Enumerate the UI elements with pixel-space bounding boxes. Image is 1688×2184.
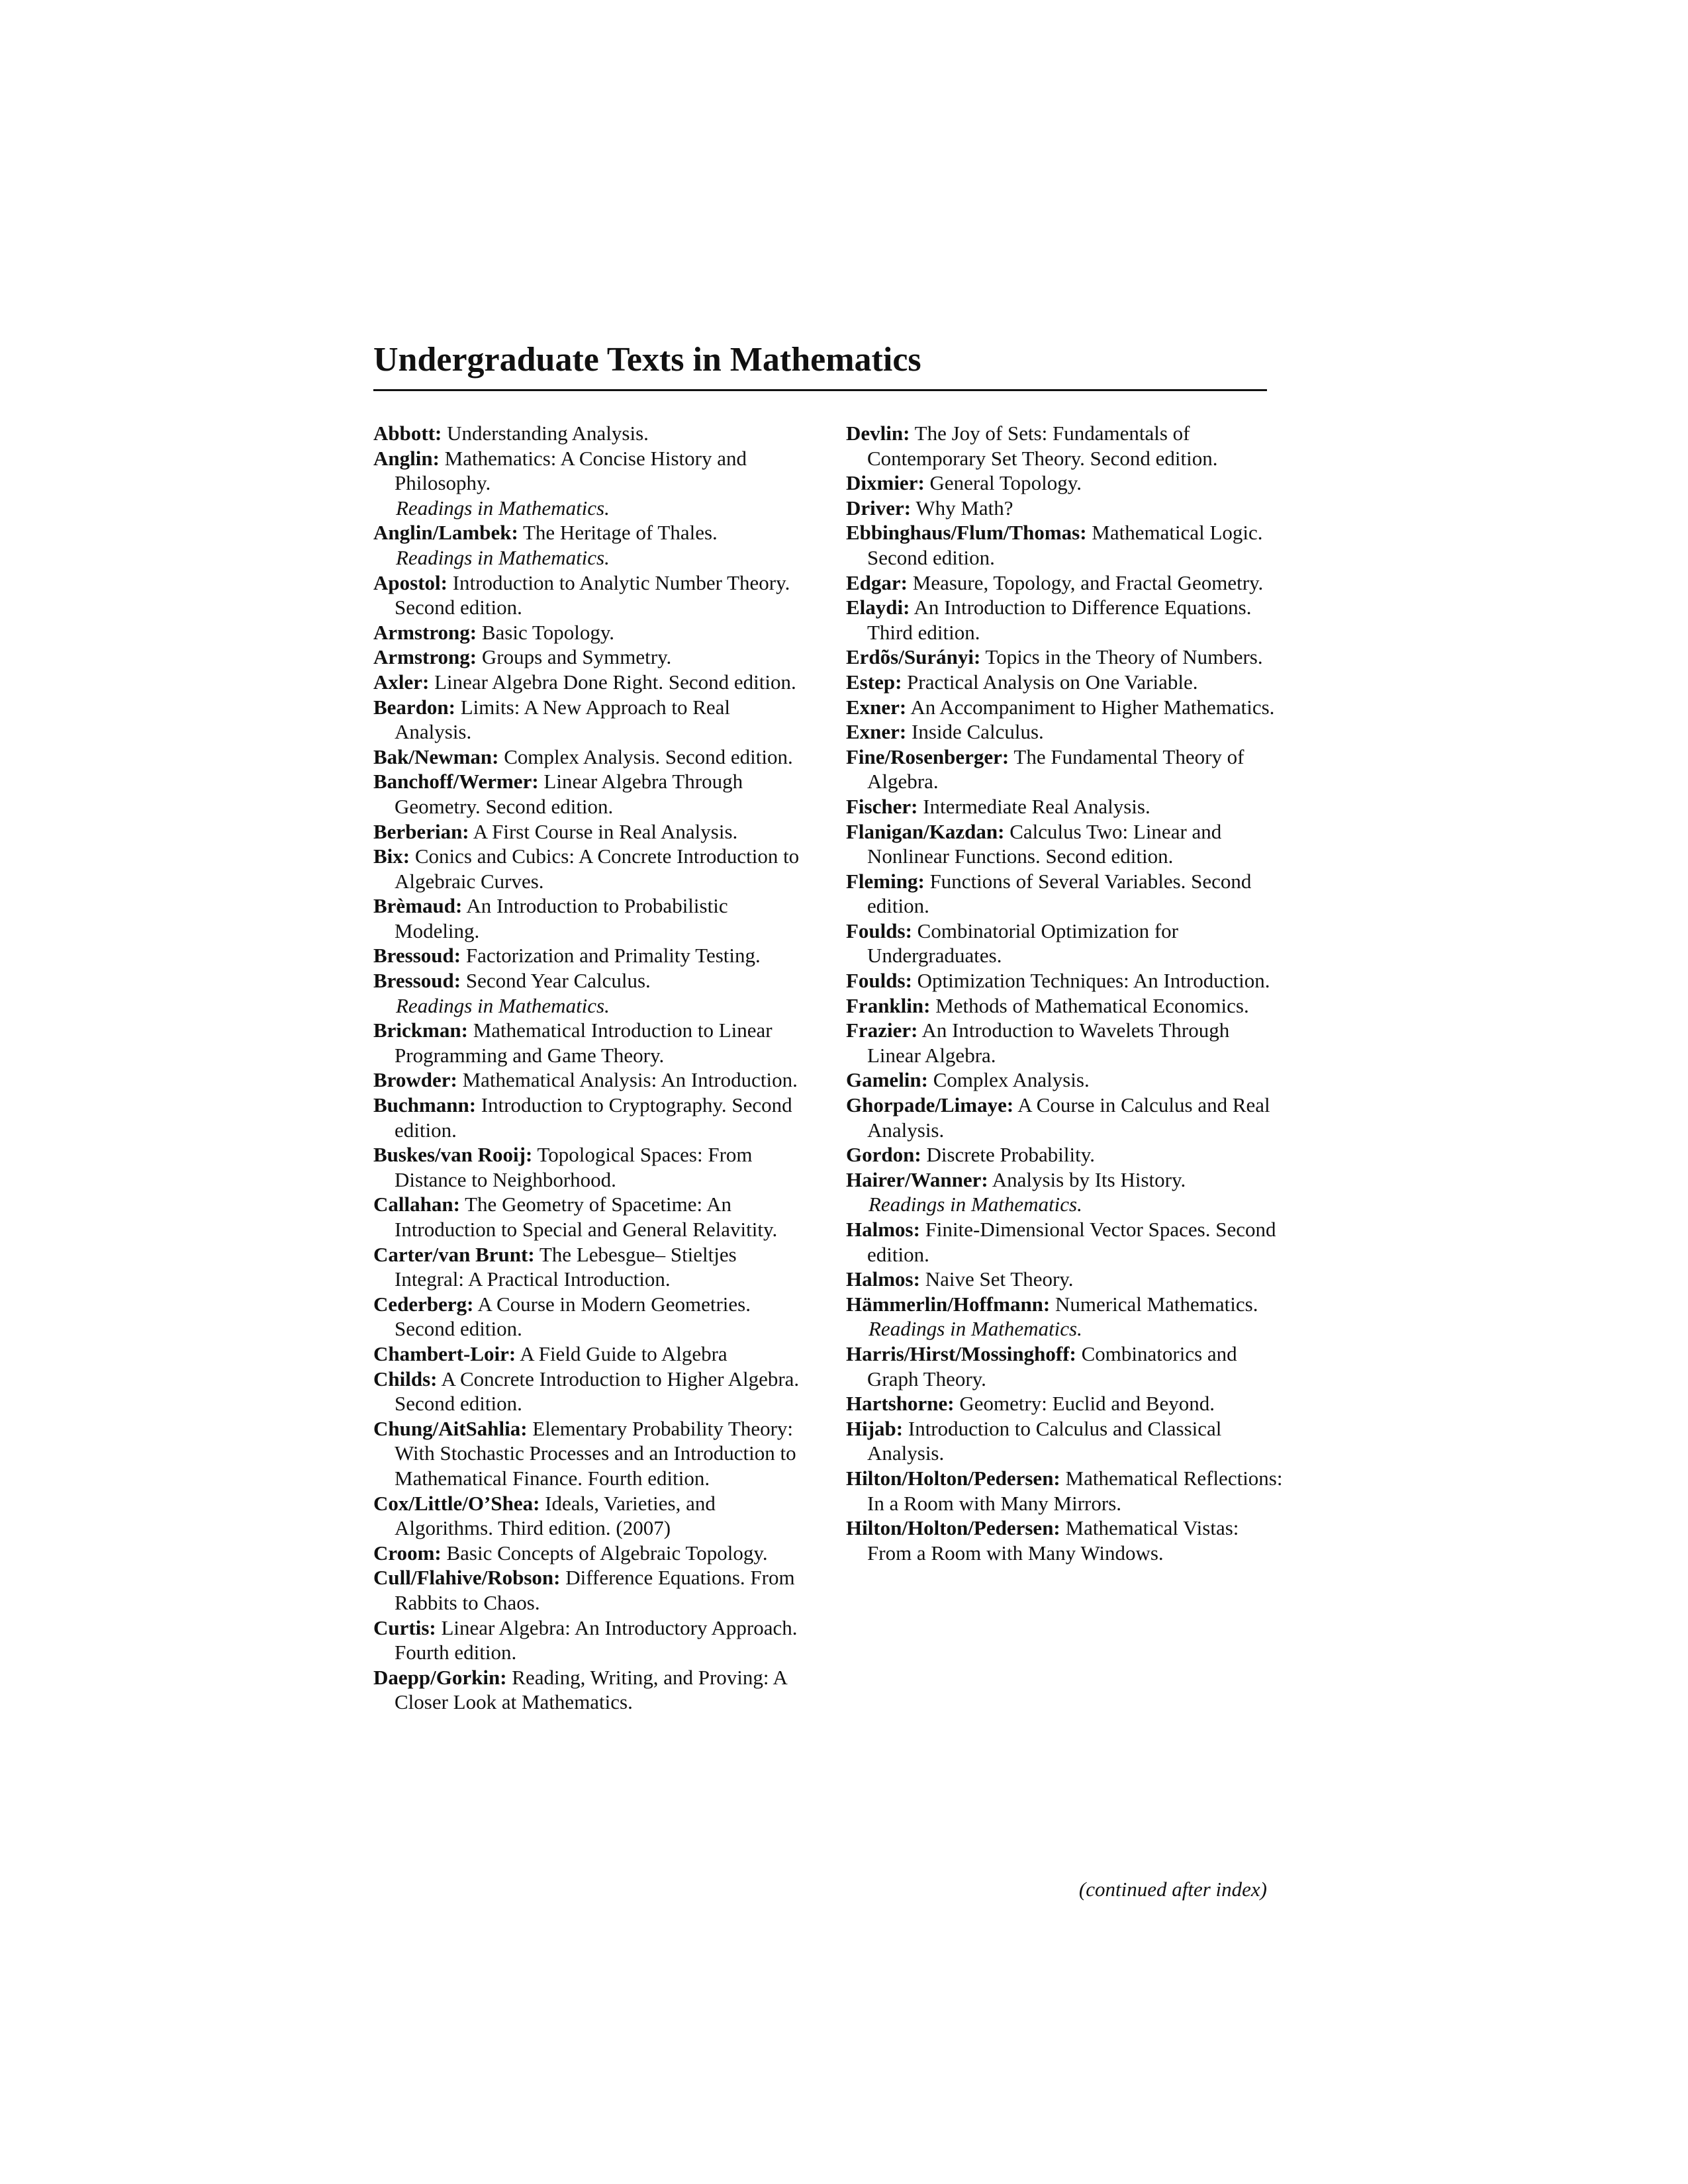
book-entry — [846, 1292, 1283, 1317]
book-title: Basic Concepts of Algebraic Topology. — [446, 1541, 768, 1565]
book-author: Brèmaud: — [373, 894, 463, 918]
book-entry — [846, 719, 1283, 745]
book-title: Functions of Several Variables. Second edition. — [867, 869, 1252, 918]
book-entry — [373, 520, 810, 545]
book-title: General Topology. — [929, 471, 1082, 495]
book-entry — [373, 745, 810, 770]
book-title: Practical Analysis on One Variable. — [907, 670, 1198, 694]
book-entry — [846, 1068, 1283, 1093]
book-entry — [846, 794, 1283, 819]
book-author: Chung/AitSahlia: — [373, 1416, 528, 1440]
book-entry — [846, 645, 1283, 670]
book-author: Hijab: — [846, 1416, 904, 1440]
book-title: Elementary Probability Theory: With Stochastic Processes and an Introduction to Mathematical Finance. Fourth edition. — [395, 1416, 796, 1490]
book-author: Hairer/Wanner: — [846, 1167, 988, 1191]
book-author: Cox/Little/O’Shea: — [373, 1491, 540, 1515]
book-author: Berberian: — [373, 819, 469, 843]
book-author: Halmos: — [846, 1267, 920, 1291]
book-title: Groups and Symmetry. — [481, 645, 672, 669]
book-entry — [373, 570, 810, 620]
book-author: Harris/Hirst/Mossinghoff: — [846, 1342, 1076, 1365]
book-author: Cederberg: — [373, 1292, 474, 1316]
book-author: Carter/van Brunt: — [373, 1242, 535, 1266]
book-title: A Field Guide to Algebra — [520, 1342, 727, 1365]
book-author: Curtis: — [373, 1615, 436, 1639]
book-author: Anglin: — [373, 446, 440, 470]
book-entry — [846, 919, 1283, 968]
book-title: The Lebesgue– Stieltjes Integral: A Practical Introduction. — [395, 1242, 737, 1291]
book-entry — [373, 943, 810, 968]
book-entry — [373, 1565, 810, 1615]
book-entry — [373, 695, 810, 745]
book-entry — [846, 1093, 1283, 1142]
title-rule — [373, 389, 1267, 391]
book-author: Frazier: — [846, 1019, 918, 1042]
book-author: Browder: — [373, 1068, 457, 1092]
book-entry — [373, 893, 810, 943]
book-author: Hartshorne: — [846, 1392, 955, 1416]
book-author: Fischer: — [846, 794, 918, 818]
book-title: Topological Spaces: From Distance to Neighborhood. — [395, 1143, 753, 1191]
book-author: Brickman: — [373, 1019, 468, 1042]
book-title: Naive Set Theory. — [925, 1267, 1074, 1291]
book-entry — [373, 670, 810, 695]
book-entry — [846, 1466, 1283, 1516]
book-author: Fine/Rosenberger: — [846, 745, 1009, 768]
book-entry — [373, 1615, 810, 1665]
book-author: Buskes/van Rooij: — [373, 1143, 533, 1167]
book-title: Mathematical Introduction to Linear Programming and Game Theory. — [395, 1019, 773, 1067]
series-note: Readings in Mathematics. — [868, 1193, 1082, 1216]
book-author: Hilton/Holton/Pedersen: — [846, 1516, 1060, 1540]
book-author: Hämmerlin/Hoffmann: — [846, 1292, 1051, 1316]
continued-note: (continued after index) — [1078, 1878, 1267, 1901]
book-entry — [373, 1018, 810, 1068]
book-author: Elaydi: — [846, 596, 910, 619]
book-author: Bak/Newman: — [373, 745, 499, 768]
book-author: Anglin/Lambek: — [373, 521, 518, 545]
book-entry — [846, 1391, 1283, 1416]
book-author: Ebbinghaus/Flum/Thomas: — [846, 521, 1087, 545]
book-author: Cull/Flahive/Robson: — [373, 1566, 561, 1590]
book-author: Bressoud: — [373, 969, 461, 993]
book-entry — [846, 869, 1283, 919]
book-author: Childs: — [373, 1367, 438, 1390]
book-entry — [373, 1068, 810, 1093]
book-entry — [373, 446, 810, 496]
book-author: Buchmann: — [373, 1093, 477, 1117]
book-title: Analysis by Its History. — [992, 1167, 1186, 1191]
book-title: Limits: A New Approach to Real Analysis. — [395, 695, 731, 744]
book-author: Abbott: — [373, 422, 442, 445]
book-entry — [846, 1167, 1283, 1193]
book-author: Dixmier: — [846, 471, 925, 495]
book-entry — [373, 1541, 810, 1566]
book-entry — [846, 1142, 1283, 1167]
book-entry — [846, 595, 1283, 645]
book-entry — [846, 421, 1283, 471]
book-title: An Introduction to Probabilistic Modeling. — [395, 894, 728, 942]
book-title: Linear Algebra Through Geometry. Second edition. — [395, 770, 743, 818]
book-author: Beardon: — [373, 695, 455, 719]
book-title: Methods of Mathematical Economics. — [935, 993, 1249, 1017]
book-entry — [373, 620, 810, 645]
book-title: Difference Equations. From Rabbits to Chaos. — [395, 1566, 795, 1614]
book-author: Foulds: — [846, 919, 912, 942]
book-entry — [846, 1018, 1283, 1068]
book-title: A Course in Modern Geometries. Second edition. — [395, 1292, 751, 1341]
book-author: Fleming: — [846, 869, 925, 893]
book-title: Finite-Dimensional Vector Spaces. Second edition. — [867, 1218, 1276, 1266]
book-title: Introduction to Analytic Number Theory. Second edition. — [395, 570, 790, 619]
book-title: Discrete Probability. — [926, 1143, 1095, 1167]
book-title: Reading, Writing, and Proving: A Closer Look at Mathematics. — [395, 1665, 787, 1714]
book-entry — [846, 570, 1283, 596]
book-entry — [373, 1292, 810, 1342]
book-entry — [373, 968, 810, 993]
book-title: Linear Algebra Done Right. Second edition. — [434, 670, 796, 694]
right-column — [846, 421, 1283, 1565]
book-title: Numerical Mathematics. — [1055, 1292, 1258, 1316]
book-title: A Concrete Introduction to Higher Algebra. Second edition. — [395, 1367, 800, 1416]
book-entry — [846, 670, 1283, 695]
series-note: Readings in Mathematics. — [868, 1317, 1082, 1341]
book-title: Intermediate Real Analysis. — [923, 794, 1150, 818]
book-entry — [846, 1416, 1283, 1466]
book-title: A Course in Calculus and Real Analysis. — [867, 1093, 1270, 1142]
book-title: Second Year Calculus. — [465, 969, 651, 993]
book-entry — [846, 520, 1283, 570]
book-entry — [373, 819, 810, 844]
book-title: Optimization Techniques: An Introduction. — [917, 969, 1270, 993]
book-entry — [373, 645, 810, 670]
book-title: Conics and Cubics: A Concrete Introduction to Algebraic Curves. — [395, 844, 800, 893]
book-entry — [846, 968, 1283, 993]
book-author: Chambert-Loir: — [373, 1342, 516, 1365]
book-title: Basic Topology. — [481, 620, 615, 644]
book-title: Inside Calculus. — [912, 720, 1044, 744]
book-author: Croom: — [373, 1541, 442, 1565]
book-title: Mathematical Vistas: From a Room with Many Windows. — [867, 1516, 1239, 1565]
left-column — [373, 421, 810, 1715]
book-entry — [373, 1342, 810, 1367]
book-author: Erdõs/Surányi: — [846, 645, 981, 669]
book-entry — [846, 745, 1283, 794]
book-entry — [373, 1142, 810, 1192]
book-entry — [846, 1342, 1283, 1391]
book-entry — [373, 844, 810, 893]
book-title: Linear Algebra: An Introductory Approach. Fourth edition. — [395, 1615, 798, 1664]
book-author: Gamelin: — [846, 1068, 928, 1092]
book-entry — [373, 1416, 810, 1491]
book-title: Understanding Analysis. — [447, 422, 649, 445]
book-entry — [846, 471, 1283, 496]
book-title: Complex Analysis. Second edition. — [504, 745, 793, 768]
series-note: Readings in Mathematics. — [396, 496, 610, 520]
book-title: Ideals, Varieties, and Algorithms. Third edition. (2007) — [395, 1491, 716, 1540]
book-author: Gordon: — [846, 1143, 921, 1167]
page-title: Undergraduate Texts in Mathematics — [373, 341, 921, 379]
book-title: Why Math? — [915, 496, 1013, 520]
book-title: Mathematical Logic. Second edition. — [867, 521, 1263, 569]
book-author: Armstrong: — [373, 645, 477, 669]
book-title: Mathematical Analysis: An Introduction. — [462, 1068, 798, 1092]
book-title: Calculus Two: Linear and Nonlinear Functions. Second edition. — [867, 819, 1222, 868]
book-title: An Introduction to Difference Equations. Third edition. — [867, 596, 1252, 644]
book-entry — [846, 1267, 1283, 1292]
book-author: Bressoud: — [373, 944, 461, 968]
book-title: Topics in the Theory of Numbers. — [985, 645, 1263, 669]
book-author: Daepp/Gorkin: — [373, 1665, 507, 1689]
series-header — [373, 340, 1267, 391]
book-title: Introduction to Cryptography. Second edition. — [395, 1093, 792, 1142]
book-title: An Accompaniment to Higher Mathematics. — [910, 695, 1275, 719]
book-author: Banchoff/Wermer: — [373, 770, 539, 794]
book-entry — [846, 993, 1283, 1019]
book-title: Geometry: Euclid and Beyond. — [959, 1392, 1215, 1416]
book-author: Devlin: — [846, 422, 910, 445]
book-author: Hilton/Holton/Pedersen: — [846, 1466, 1060, 1490]
series-note: Readings in Mathematics. — [396, 545, 610, 569]
book-title: A First Course in Real Analysis. — [473, 819, 738, 843]
book-entry — [373, 1093, 810, 1142]
book-author: Driver: — [846, 496, 912, 520]
book-author: Axler: — [373, 670, 430, 694]
book-title: Complex Analysis. — [933, 1068, 1090, 1092]
book-author: Edgar: — [846, 570, 908, 594]
book-entry — [373, 421, 810, 446]
book-title: Mathematical Reflections: In a Room with Many Mirrors. — [867, 1466, 1283, 1515]
book-author: Halmos: — [846, 1218, 920, 1241]
book-author: Estep: — [846, 670, 902, 694]
book-title: Combinatorial Optimization for Undergraduates. — [867, 919, 1178, 968]
book-author: Callahan: — [373, 1193, 460, 1216]
book-title: Mathematics: A Concise History and Philosophy. — [395, 446, 747, 495]
book-author: Bix: — [373, 844, 410, 868]
book-author: Franklin: — [846, 993, 931, 1017]
book-entry — [846, 1217, 1283, 1267]
book-title: Combinatorics and Graph Theory. — [867, 1342, 1237, 1390]
book-title: The Fundamental Theory of Algebra. — [867, 745, 1244, 794]
book-entry — [373, 769, 810, 819]
book-entry — [373, 1491, 810, 1541]
book-entry — [846, 496, 1283, 521]
book-author: Flanigan/Kazdan: — [846, 819, 1005, 843]
book-entry — [373, 1192, 810, 1242]
book-title: Introduction to Calculus and Classical Analysis. — [867, 1416, 1222, 1465]
book-title: The Heritage of Thales. — [522, 521, 718, 545]
book-entry — [846, 695, 1283, 720]
book-title: Factorization and Primality Testing. — [465, 944, 761, 968]
book-title: An Introduction to Wavelets Through Linear Algebra. — [867, 1019, 1230, 1067]
book-entry — [373, 1367, 810, 1416]
book-author: Exner: — [846, 720, 907, 744]
book-author: Armstrong: — [373, 620, 477, 644]
book-entry — [373, 1242, 810, 1292]
book-entry — [846, 819, 1283, 869]
book-entry — [373, 1665, 810, 1715]
book-title: The Joy of Sets: Fundamentals of Contemporary Set Theory. Second edition. — [867, 422, 1218, 470]
book-author: Apostol: — [373, 570, 447, 594]
book-author: Ghorpade/Limaye: — [846, 1093, 1014, 1117]
book-title: The Geometry of Spacetime: An Introduction to Special and General Relavitity. — [395, 1193, 778, 1241]
book-title: Measure, Topology, and Fractal Geometry. — [912, 570, 1264, 594]
series-note: Readings in Mathematics. — [396, 993, 610, 1017]
book-author: Foulds: — [846, 969, 912, 993]
book-author: Exner: — [846, 695, 907, 719]
book-entry — [846, 1516, 1283, 1565]
